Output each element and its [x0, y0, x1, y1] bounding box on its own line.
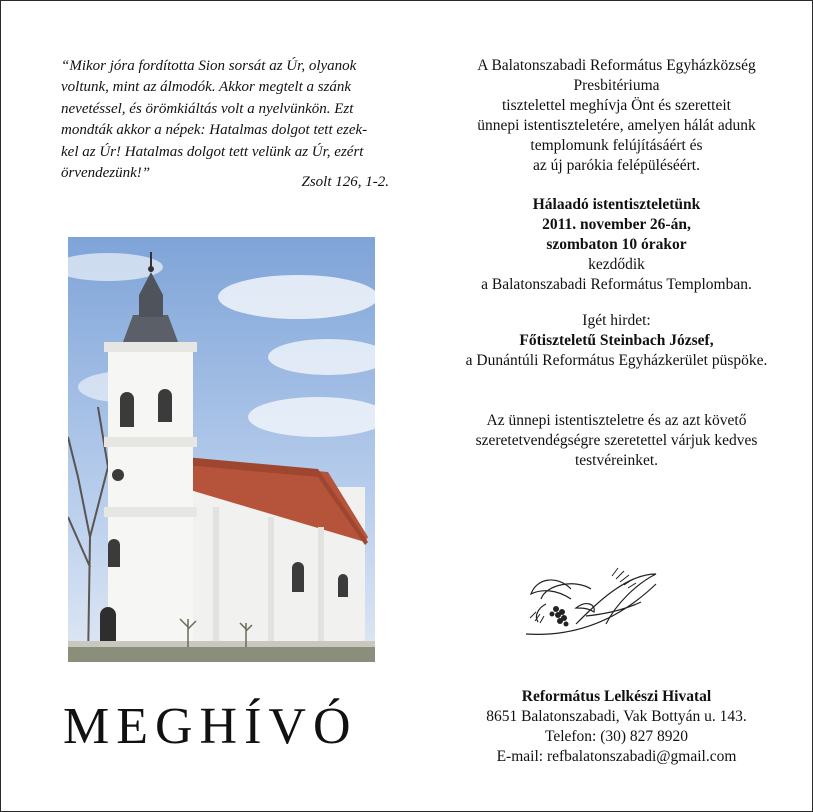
invitation-line: templomunk felújításáért és — [530, 137, 703, 154]
preacher-intro: Igét hirdet: — [582, 312, 651, 329]
quote-line: kel az Úr! Hatalmas dolgot tett velünk az Úr, ezért — [61, 143, 364, 160]
preacher-role: a Dunántúli Református Egyházkerület püspöke. — [465, 352, 768, 369]
invitation-line: Presbitériuma — [573, 77, 660, 94]
quote-reference: Zsolt 126, 1-2. — [301, 174, 389, 190]
closing-line: szeretetvendégségre szeretettel várjuk kedves — [475, 432, 758, 449]
quote-line: nevetéssel, és örömkiáltás volt a nyelvünkön. Ezt — [61, 100, 354, 117]
office-phone: Telefon: (30) 827 8920 — [544, 728, 689, 745]
invitation-line: ünnepi istentiszteletére, amelyen hálát adunk — [477, 117, 756, 134]
preacher-details — [421, 311, 812, 371]
service-heading: Hálaadó istentiszteletünk — [532, 196, 701, 213]
office-name: Református Lelkészi Hivatal — [521, 688, 712, 705]
service-time: szombaton 10 órakor — [546, 236, 687, 253]
office-address: 8651 Balatonszabadi, Vak Bottyán u. 143. — [486, 708, 747, 725]
preacher-name: Főtiszteletű Steinbach József, — [519, 332, 714, 349]
wheat-grapes-ornament-icon — [516, 564, 666, 644]
page-title: MEGHÍVÓ — [63, 698, 358, 755]
closing-line: Az ünnepi istentiszteletre és az azt követő — [486, 412, 747, 429]
closing-line: testvéreinket. — [574, 452, 659, 469]
invitation-line: A Balatonszabadi Református Egyházközség — [477, 57, 756, 74]
invitation-line: az új parókia felépüléséért. — [533, 157, 700, 174]
service-details — [421, 195, 812, 295]
church-photo — [68, 237, 375, 662]
service-starts: kezdődik — [588, 256, 645, 273]
quote-line: voltunk, mint az álmodók. Akkor megtelt a szánk — [61, 79, 352, 96]
invitation-line: tisztelettel meghívja Önt és szeretteit — [502, 97, 731, 114]
office-email: E-mail: refbalatonszabadi@gmail.com — [496, 748, 737, 765]
quote-line: “Mikor jóra fordította Sion sorsát az Úr, olyanok — [61, 58, 357, 74]
bible-quote — [61, 56, 391, 184]
service-location: a Balatonszabadi Református Templomban. — [481, 276, 752, 293]
closing-text — [421, 411, 812, 471]
left-panel — [1, 1, 421, 811]
quote-line: örvendezünk!” — [61, 165, 151, 182]
invitation-text — [421, 56, 812, 176]
right-panel — [421, 1, 812, 811]
quote-line: mondták akkor a népek: Hatalmas dolgot tett ezek- — [61, 122, 368, 139]
contact-info — [421, 687, 812, 767]
service-date: 2011. november 26-án, — [542, 216, 691, 233]
